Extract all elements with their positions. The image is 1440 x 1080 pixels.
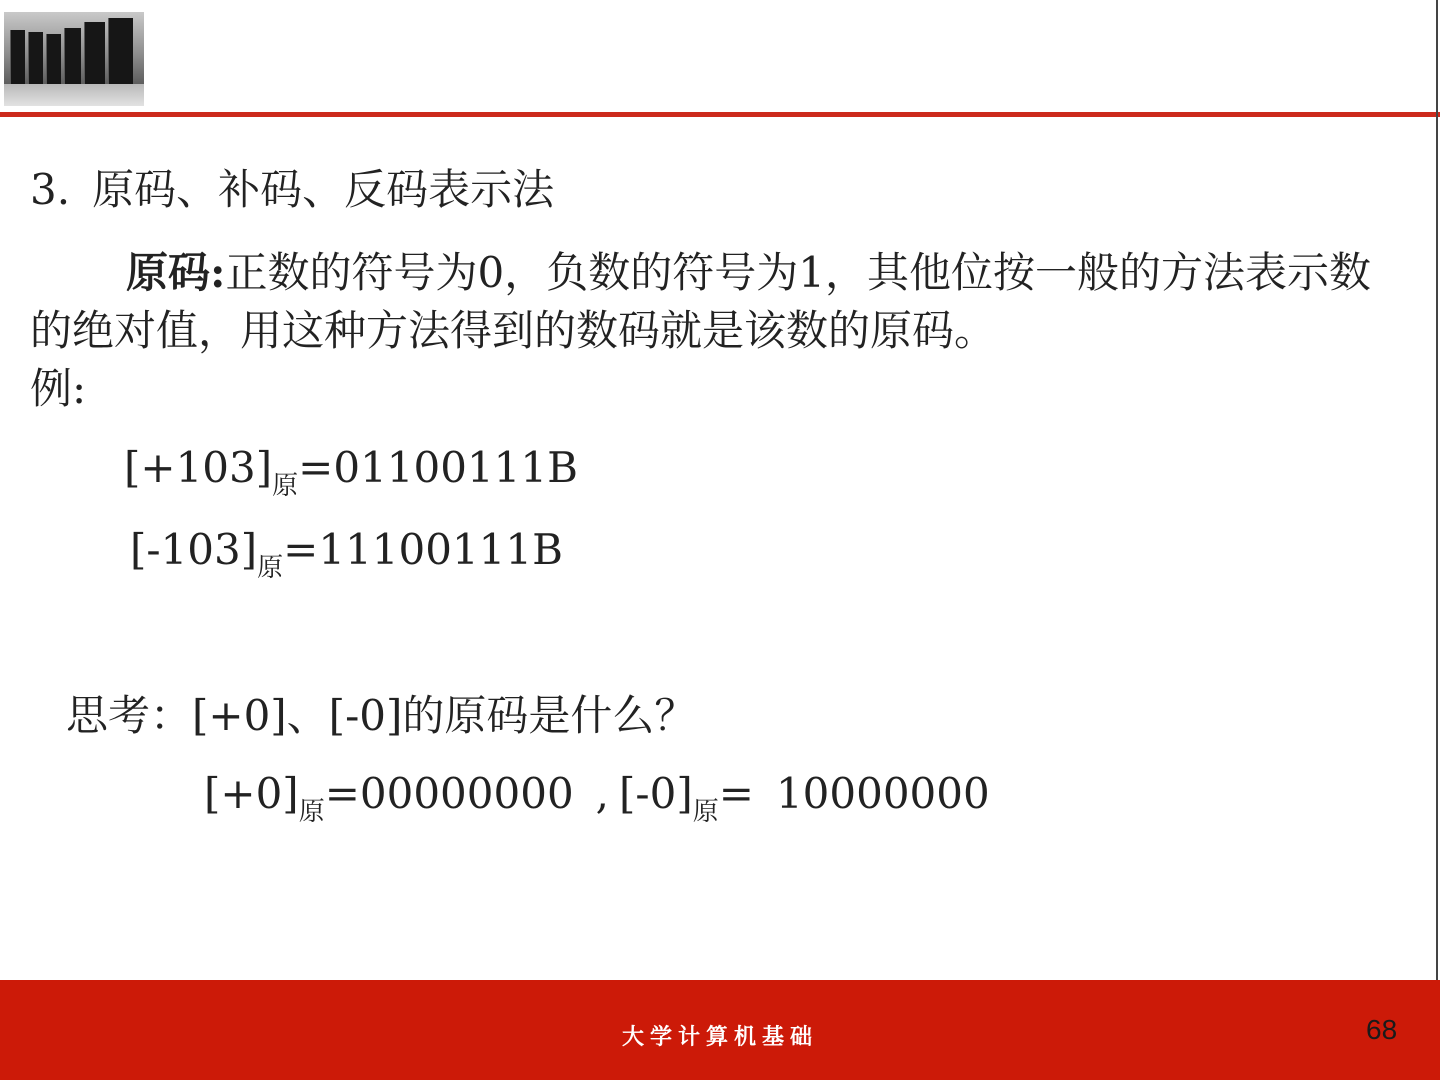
definition-term: 原码: [126,248,226,297]
formula-negative [130,522,563,583]
definition-text: 正数的符号为0，负数的符号为1，其他位按一般的方法表示数的绝对值，用这种方法得到的数码就是该数的原码。 [30,248,1371,355]
header-rule [0,112,1440,117]
formula-subscript: 原 [272,471,299,501]
section-title: 原码、补码、反码表示法 [92,165,555,214]
section-number: 3. [30,165,71,214]
page-number: 68 [1366,1014,1398,1045]
answer-line [204,766,990,827]
answer-separator: , [595,769,610,818]
footer-title: 大学计算机基础 [621,1025,818,1050]
section-heading [30,162,554,218]
answer-equals: = [718,769,754,818]
formula-rhs: =11100111B [283,525,563,574]
answer-subscript: 原 [692,797,719,827]
formula-rhs: =01100111B [298,443,578,492]
answer-lhs-negative: [-0] [619,769,693,818]
answer-lhs-positive: [+0] [204,769,299,818]
formula-subscript: 原 [257,553,284,583]
answer-value-positive: =00000000 [324,769,574,818]
answer-value-negative: 10000000 [775,769,990,818]
formula-lhs: [+103] [124,443,273,492]
right-border [1436,0,1438,980]
definition-paragraph [30,244,1390,360]
formula-lhs: [-103] [130,525,258,574]
example-label: 例: [30,364,87,413]
header-photo [4,12,144,106]
question-text: 思考：[+0]、[-0]的原码是什么？ [66,691,697,740]
answer-subscript: 原 [298,797,325,827]
formula-positive [124,440,578,501]
